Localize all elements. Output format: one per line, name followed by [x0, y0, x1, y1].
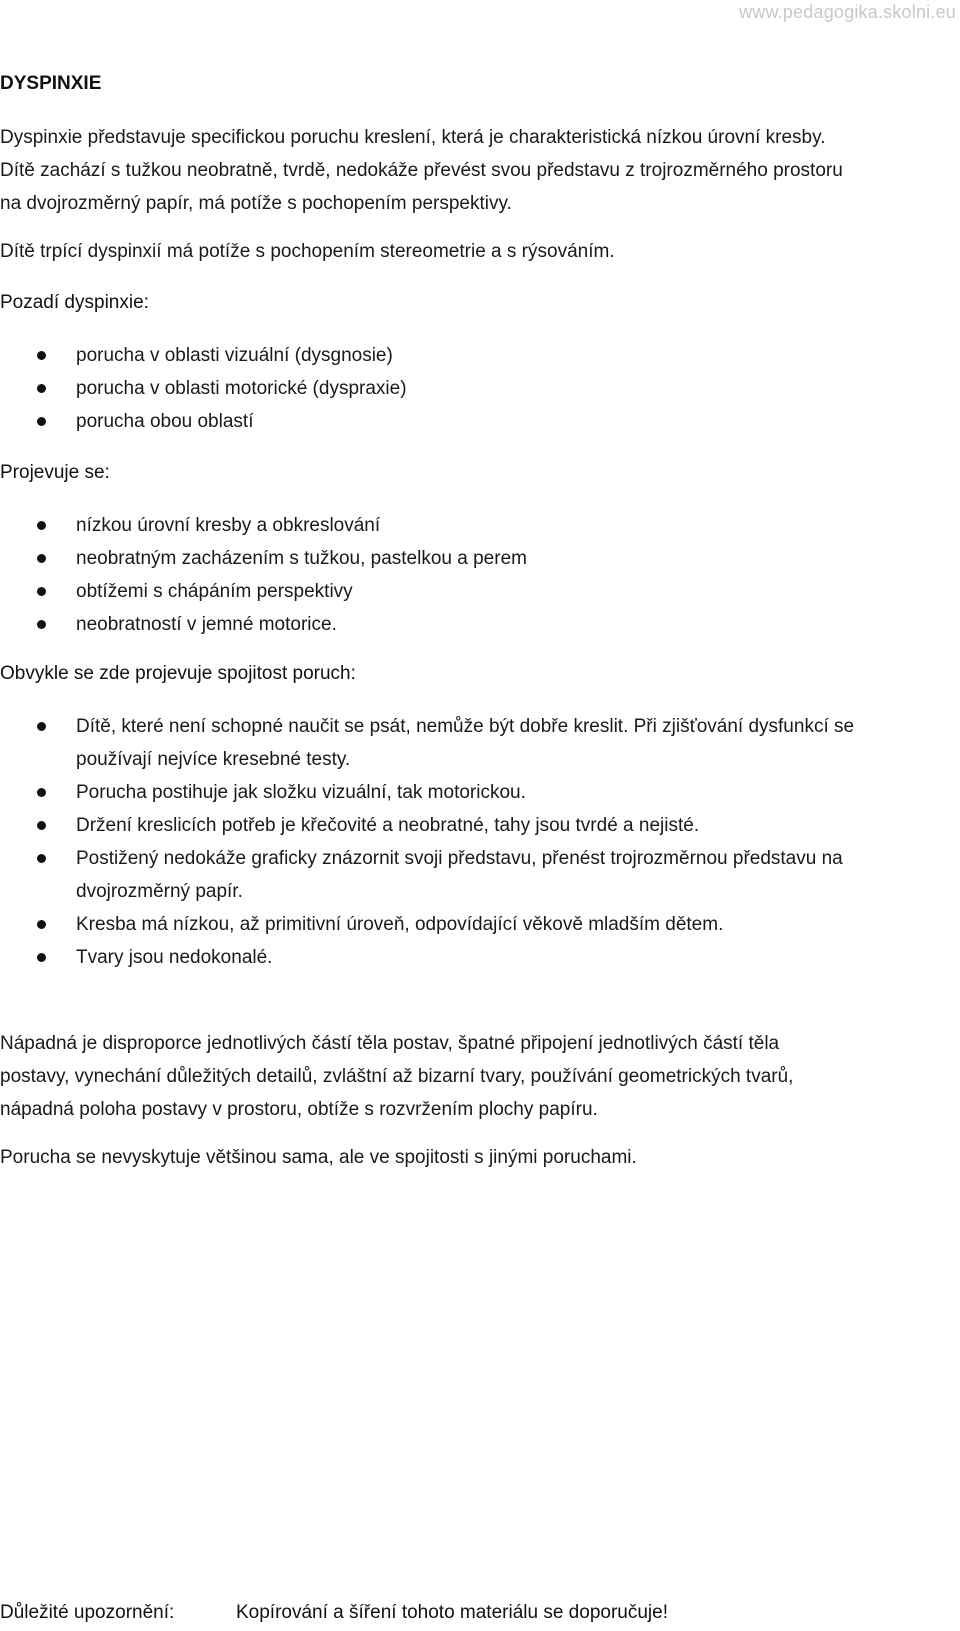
list-item: obtížemi s chápáním perspektivy — [0, 575, 527, 608]
list-item: Držení kreslicích potřeb je křečovité a neobratné, tahy jsou tvrdé a nejisté. — [0, 809, 854, 842]
bullet-icon — [37, 417, 46, 426]
paragraph-line: Nápadná je disproporce jednotlivých částí těla postav, špatné připojení jednotlivých částí těla — [0, 1033, 780, 1054]
intro-line: na dvojrozměrný papír, má potíže s pochopením perspektivy. — [0, 193, 512, 214]
bullet-icon — [37, 384, 46, 393]
intro-paragraph — [0, 121, 843, 220]
list-item: Kresba má nízkou, až primitivní úroveň, odpovídající věkově mladším dětem. — [0, 908, 854, 941]
bullet-icon — [37, 620, 46, 629]
list-item: nízkou úrovní kresby a obkreslování — [0, 509, 527, 542]
background-list — [0, 339, 407, 438]
bullet-icon — [37, 788, 46, 797]
bullet-icon — [37, 821, 46, 830]
list-item: porucha v oblasti vizuální (dysgnosie) — [0, 339, 407, 372]
footer-label: Důležité upozornění: — [0, 1602, 175, 1623]
manifests-heading: Projevuje se: — [0, 462, 110, 483]
paragraph-line: nápadná poloha postavy v prostoru, obtíže s rozvržením plochy papíru. — [0, 1099, 598, 1120]
list-item: neobratným zacházením s tužkou, pastelkou a perem — [0, 542, 527, 575]
bullet-icon — [37, 953, 46, 962]
paragraph-line: postavy, vynechání důležitých detailů, zvláštní až bizarní tvary, používání geometrických tvarů, — [0, 1066, 794, 1087]
bullet-icon — [37, 351, 46, 360]
disproportion-paragraph — [0, 1027, 793, 1126]
bullet-icon — [37, 722, 46, 731]
closing-paragraph: Porucha se nevyskytuje většinou sama, ale ve spojitosti s jinými poruchami. — [0, 1147, 637, 1168]
connection-list — [0, 710, 854, 974]
bullet-icon — [37, 521, 46, 530]
connection-heading: Obvykle se zde projevuje spojitost poruch: — [0, 663, 356, 684]
bullet-icon — [37, 554, 46, 563]
list-item: Porucha postihuje jak složku vizuální, tak motorickou. — [0, 776, 854, 809]
intro-line: Dítě zachází s tužkou neobratně, tvrdě, nedokáže převést svou představu z trojrozměrného prostoru — [0, 160, 843, 181]
document-title: DYSPINXIE — [0, 73, 102, 94]
list-item: porucha v oblasti motorické (dyspraxie) — [0, 372, 407, 405]
bullet-icon — [37, 587, 46, 596]
background-heading: Pozadí dyspinxie: — [0, 292, 149, 313]
site-url[interactable]: www.pedagogika.skolni.eu — [739, 2, 956, 22]
list-item: porucha obou oblastí — [0, 405, 407, 438]
footer-text: Kopírování a šíření tohoto materiálu se doporučuje! — [236, 1602, 668, 1623]
list-item: Dítě, které není schopné naučit se psát, nemůže být dobře kreslit. Při zjišťování dysfunkcí se používají nejvíce kresebné testy. — [0, 710, 854, 776]
list-item: Postižený nedokáže graficky znázornit svoji představu, přenést trojrozměrnou představu na dvojrozměrný papír. — [0, 842, 854, 908]
list-item: Tvary jsou nedokonalé. — [0, 941, 854, 974]
bullet-icon — [37, 920, 46, 929]
bullet-icon — [37, 854, 46, 863]
manifests-list — [0, 509, 527, 641]
list-item: neobratností v jemné motorice. — [0, 608, 527, 641]
intro-line: Dyspinxie představuje specifickou poruchu kreslení, která je charakteristická nízkou úrovní kresby. — [0, 127, 826, 148]
stereometry-paragraph: Dítě trpící dyspinxií má potíže s pochopením stereometrie a s rýsováním. — [0, 241, 615, 262]
